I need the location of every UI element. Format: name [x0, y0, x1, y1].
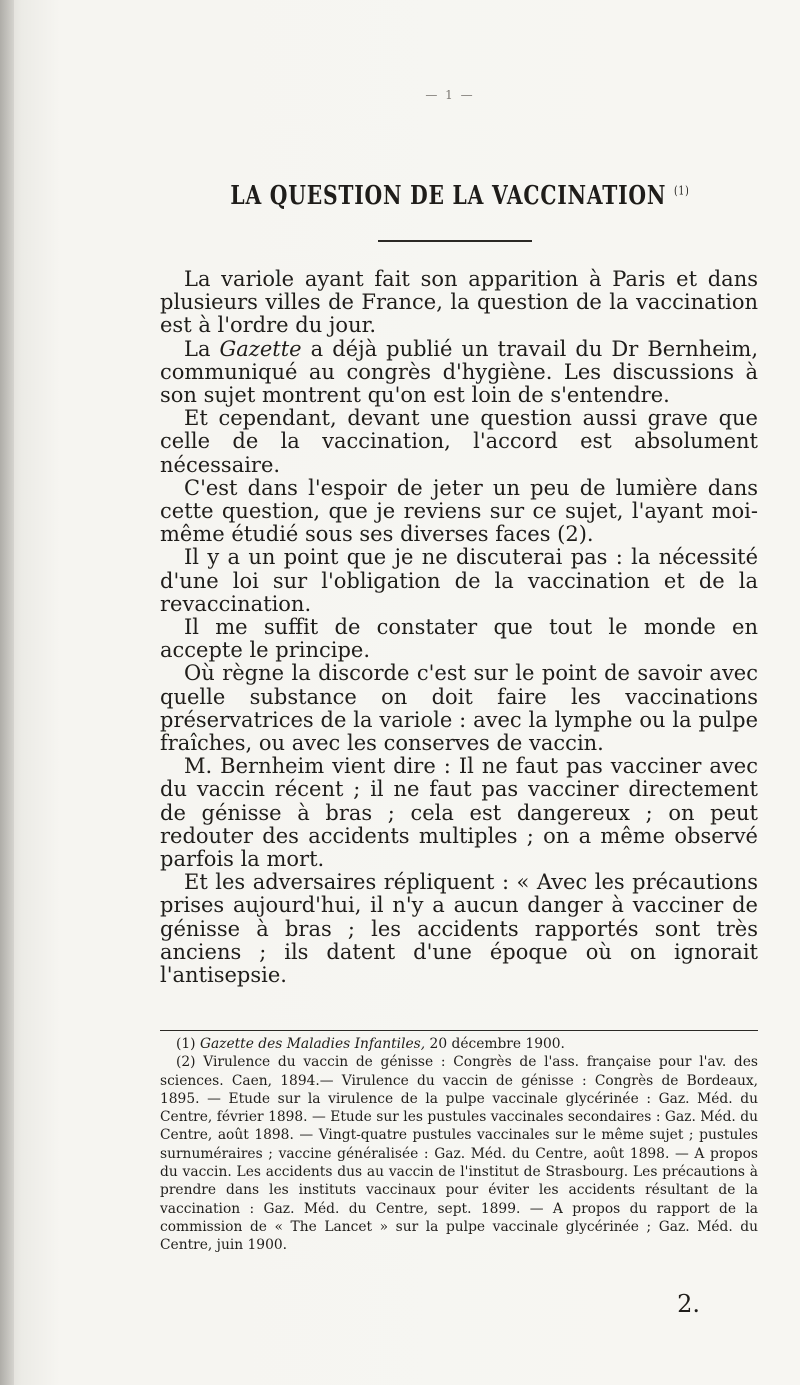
paragraph-8: M. Bernheim vient dire : Il ne faut pas vacciner avec du vaccin récent ; il ne faut pas vacciner directement de génisse à bras ; cela est dangereux ; on peut redouter des accidents multiples ; on a même observé parfois la mort.	[160, 754, 758, 872]
page-folio: — 1 —	[425, 88, 475, 102]
article-title-text: LA QUESTION DE LA VACCINATION	[230, 181, 667, 211]
paragraph-7: Où règne la discorde c'est sur le point de savoir avec quelle substance on doit faire les vaccinations préservatrices de la variole : avec la lymphe ou la pulpe fraîches, ou avec les conserves de vaccin.	[160, 661, 758, 756]
title-rule	[378, 240, 532, 242]
title-footnote-marker: (1)	[673, 183, 690, 198]
paragraph-1: La variole ayant fait son apparition à Paris et dans plusieurs villes de France, la question de la vaccination est à l'ordre du jour.	[160, 267, 758, 338]
paragraph-2-rest: a déjà publié un travail du Dr Bernheim, communiqué au congrès d'hygiène. Les discussions à son sujet montrent qu'on est loin de s'entendre.	[160, 336, 759, 408]
paragraph-9: Et les adversaires répliquent : « Avec les précautions prises aujourd'hui, il n'y a aucun danger à vacciner de génisse à bras ; les accidents rapportés sont très anciens ; ils datent d'une époque où on ignorait l'antisepsie.	[160, 870, 758, 988]
footnotes	[160, 1035, 758, 1255]
footnote-1-date: 20 décembre 1900.	[425, 1036, 565, 1052]
paragraph-2-prefix: La	[184, 336, 220, 361]
binding-gutter	[0, 0, 14, 1385]
gazette-italic: Gazette	[219, 336, 302, 361]
footnote-1-journal: Gazette des Maladies Infantiles,	[199, 1036, 426, 1052]
paragraph-4: C'est dans l'espoir de jeter un peu de lumière dans cette question, que je reviens sur ce sujet, l'ayant moi-même étudié sous ses diverses faces (2).	[160, 475, 758, 547]
page-number: 2.	[677, 1290, 700, 1318]
paragraph-3: Et cependant, devant une question aussi grave que celle de la vaccination, l'accord est absolument nécessaire.	[160, 406, 758, 477]
paragraph-5: Il y a un point que je ne discuterai pas : la nécessité d'une loi sur l'obligation de la vaccination et de la revaccination.	[160, 545, 758, 616]
footnote-1-mark: (1)	[176, 1036, 196, 1052]
article-title	[226, 181, 694, 211]
footnote-2: (2) Virulence du vaccin de génisse : Congrès de l'ass. française pour l'av. des sciences. Caen, 1894.— Virulence du vaccin de génisse : Congrès de Bordeaux, 1895. — Etude sur la virulence de la pulpe vaccinale glycérinée : Gaz. Méd. du Centre, février 1898. — Etude sur les pustules vaccinales secondaires : Gaz. Méd. du Centre, août 1898. — Vingt-quatre pustules vaccinales sur le même sujet ; pustules surnuméraires ; vaccine généralisée : Gaz. Méd. du Centre, août 1898. — A propos du vaccin. Les accidents dus au vaccin de l'institut de Strasbourg. Les précautions à prendre dans les instituts vaccinaux pour éviter les accidents résultant de la vaccination : Gaz. Méd. du Centre, sept. 1899. — A propos du rapport de la commission de « The Lancet » sur la pulpe vaccinale glycérinée ; Gaz. Méd. du Centre, juin 1900.	[160, 1054, 758, 1254]
paragraph-6: Il me suffit de constater que tout le monde en accepte le principe.	[160, 615, 758, 663]
article-body	[160, 268, 758, 987]
paragraph-2	[160, 338, 758, 408]
footnote-1	[160, 1035, 758, 1053]
footnote-rule	[160, 1030, 758, 1031]
